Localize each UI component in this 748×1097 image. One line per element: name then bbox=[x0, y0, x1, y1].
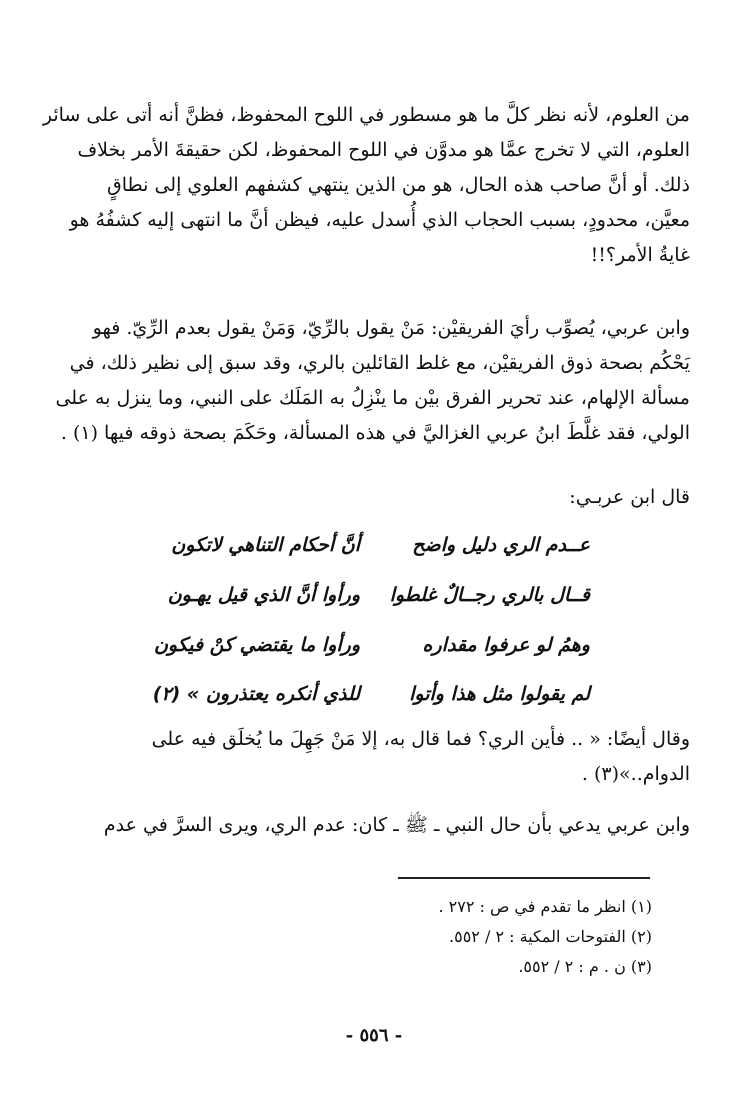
verse-first-hemistich: قــال بالري رجــالٌ غلطوا bbox=[389, 584, 590, 606]
poem-verse bbox=[120, 630, 590, 660]
paragraph-3 bbox=[76, 722, 690, 792]
verse-first-hemistich: وهمُ لو عرفوا مقداره bbox=[422, 634, 590, 656]
paragraph-1-line: العلوم، التي لا تخرج عمَّا هو مدوَّن في اللوح المحفوظ، لكن حقيقةَ الأمر بخلاف bbox=[77, 139, 690, 161]
footnote-item: (٢) الفتوحات المكية : ٢ / ٥٥٢. bbox=[449, 927, 652, 946]
paragraph-3-line: وقال أيضًا: « .. فأين الري؟ فما قال به، إلا مَنْ جَهِلَ ما يُخلَق فيه على bbox=[151, 728, 690, 750]
paragraph-1-line: من العلوم، لأنه نظر كلَّ ما هو مسطور في اللوح المحفوظ، فظنَّ أنه أتى على سائر bbox=[42, 104, 690, 126]
poem-verse bbox=[120, 679, 590, 709]
paragraph-1-line: معيَّن، محدودٍ، بسبب الحجاب الذي أُسدل عليه، فيظن أنَّ ما انتهى إليه كشفُهُ هو bbox=[69, 209, 690, 231]
footnote-divider bbox=[398, 877, 650, 879]
paragraph-4-line: وابن عربي يدعي بأن حال النبي ـ ﷺ ـ كان: عدم الري، ويرى السرَّ في عدم bbox=[103, 814, 690, 836]
verse-first-hemistich: عــدم الري دليل واضح bbox=[412, 534, 590, 556]
verse-second-hemistich: للذي أنكره يعتذرون » (٢) bbox=[152, 683, 360, 705]
paragraph-2-line: يَحْكُم بصحة ذوق الفريقيْن، مع غلط القائلين بالري، وقد سبق إلى نظير ذلك، في bbox=[69, 352, 690, 374]
verse-second-hemistich: أنَّ أحكام التناهي لاتكون bbox=[171, 534, 360, 556]
paragraph-1 bbox=[42, 98, 690, 273]
poem-verse bbox=[120, 530, 590, 560]
poem-verse bbox=[120, 580, 590, 610]
paragraph-4 bbox=[76, 808, 690, 843]
paragraph-3-line: الدوام..»(٣) . bbox=[581, 763, 690, 785]
paragraph-2-line: مسألة الإلهام، عند تحرير الفرق بيْن ما ينْزِلُ به المَلَك على النبي، وما ينزل به على bbox=[55, 387, 690, 409]
footnotes bbox=[360, 892, 652, 982]
verse-first-hemistich: لم يقولوا مثل هذا وأتوا bbox=[409, 683, 590, 705]
footnote-item: (٣) ن . م : ٢ / ٥٥٢. bbox=[518, 957, 652, 976]
page-number: - ٥٥٦ - bbox=[345, 1025, 403, 1046]
footnote-item: (١) انظر ما تقدم في ص : ٢٧٢ . bbox=[438, 897, 652, 916]
poem-intro-text: قال ابن عربـي: bbox=[569, 486, 690, 508]
paragraph-2-line: الولي، فقد غلَّطَ ابنُ عربي الغزاليَّ في هذه المسألة، وحَكَمَ بصحة ذوقه فيها (١) . bbox=[60, 422, 690, 444]
paragraph-1-line: ذلك. أو أنَّ صاحب هذه الحال، هو من الذين ينتهي كشفهم العلوي إلى نطاقٍ bbox=[107, 174, 690, 196]
poem-intro bbox=[430, 480, 690, 515]
verse-second-hemistich: ورأوا أنَّ الذي قيل يهـون bbox=[167, 584, 360, 606]
paragraph-1-line: غايةُ الأمر؟!! bbox=[590, 244, 690, 266]
paragraph-2 bbox=[55, 311, 690, 451]
paragraph-2-line: وابن عربي، يُصوِّب رأيَ الفريقيْن: مَنْ يقول بالرِّيّ، وَمَنْ يقول بعدم الرِّيّ. فهو bbox=[92, 317, 690, 339]
verse-second-hemistich: ورأوا ما يقتضي كنْ فيكون bbox=[153, 634, 360, 656]
